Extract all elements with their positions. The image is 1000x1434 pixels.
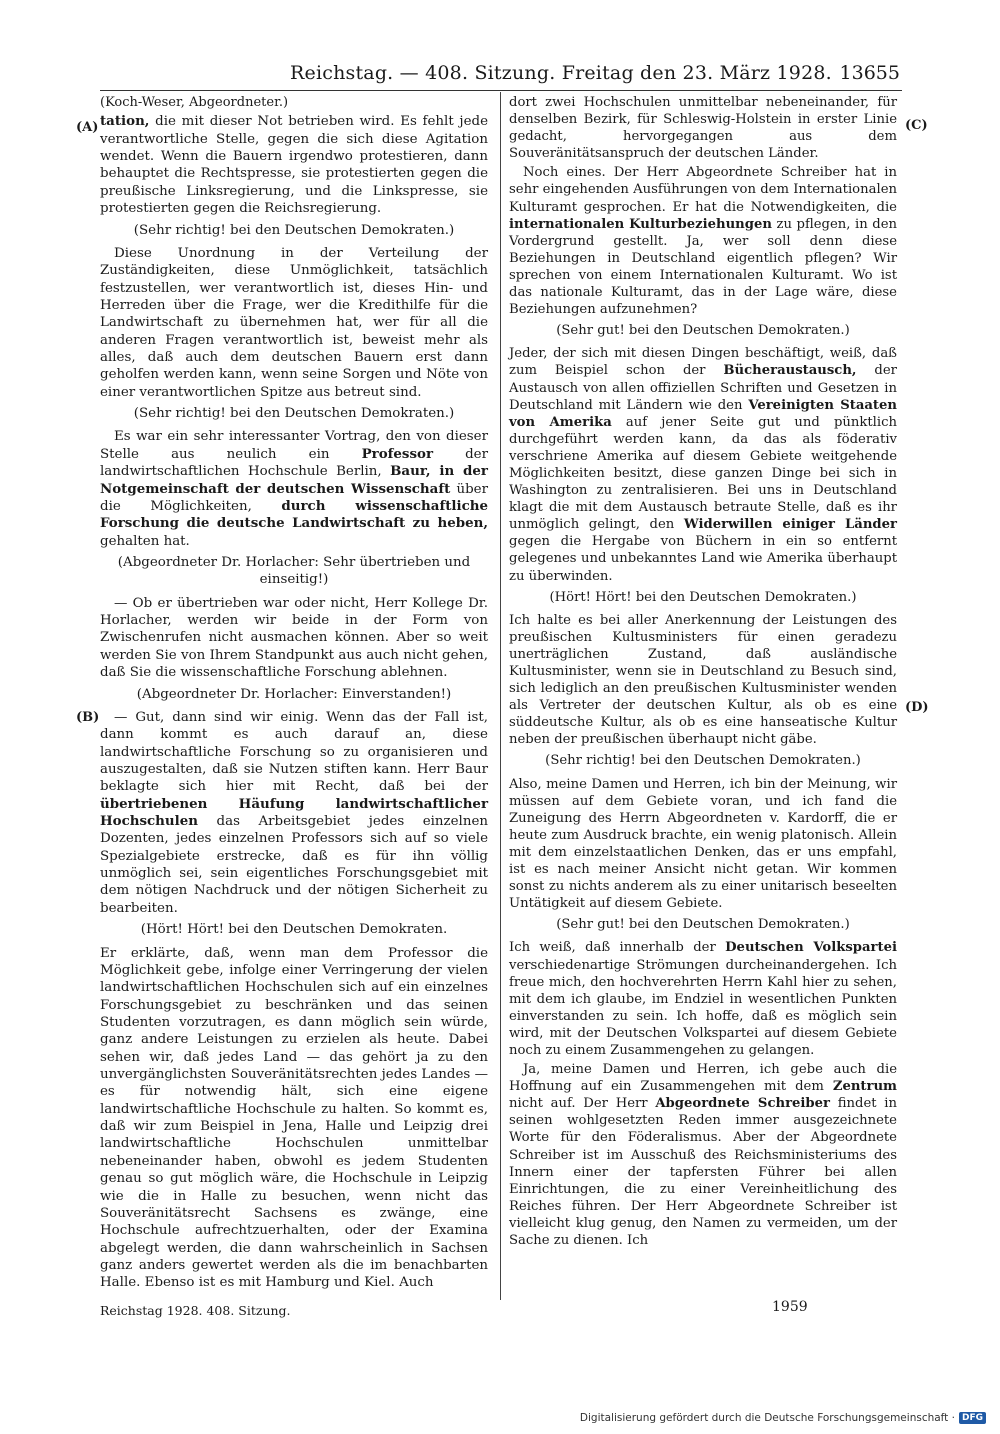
paragraph: — Ob er übertrieben war oder nicht, Herr Kollege Dr. Horlacher, werden wir beide in der Form von Zwischenrufen nicht ausmachen können. Aber so weit werden Sie von Ihrem Standpunkt aus auch nicht gehen, daß Sie die wissenschaftliche Forschung ablehnen. <box>100 595 488 681</box>
paragraph: Es war ein sehr interessanter Vortrag, den von dieser Stelle aus neulich ein Professor der landwirtschaftlichen Hochschule Berlin, Baur, in der Notgemeinschaft der deutschen Wissenschaft über die Möglichkeiten, durch wissenschaftliche Forschung die deutsche Landwirtschaft zu heben, gehalten hat. <box>100 429 489 549</box>
dfg-logo-icon: DFG <box>959 1412 986 1424</box>
paragraph: Jeder, der sich mit diesen Dingen beschäftigt, weiß, daß zum Beispiel schon der Bücheraustausch, der Austausch von allen offiziellen Schriften und Gesetzen in Deutschland mit Ländern wie den Vereinigten Staaten von Amerika auf jener Seite gut und pünktlich durchgeführt werden kann, da das als föderativ verschriene Amerika auf diesem Gebiete weitgehende Möglichkeiten besitzt, diese ganzen Dinge bei sich in Washington zu zentralisieren. Bei uns in Deutschland klagt die mit dem Austausch betraute Stelle, daß es ihr unmöglich gelingt, den Widerwillen einiger Länder gegen die Hergabe von Büchern in ein so entfernt gelegenes und unbekanntes Land wie Amerika überhaupt zu überwinden. <box>509 346 897 584</box>
right-column <box>509 94 897 1251</box>
footer-session: Reichstag 1928. 408. Sitzung. <box>100 1303 291 1318</box>
paragraph: Ja, meine Damen und Herren, ich gebe auch die Hoffnung auf ein Zusammengehen mit dem Zentrum nicht auf. Der Herr Abgeordnete Schreiber findet in seinen wohlgesetzten Reden immer ausgezeichnete Worte für den Föderalismus. Aber der Abgeordnete Schreiber ist im Ausschuß des Reichsministeriums des Innern einer der tapfersten Führer bei allen Einrichtungen, die zu einer Vereinheitlichung des Reiches führen. Der Herr Abgeordnete Schreiber ist vielleicht klug genug, den Namen zu vermeiden, um der Sache zu dienen. Ich <box>509 1062 897 1248</box>
paragraph: — Gut, dann sind wir einig. Wenn das der Fall ist, dann kommt es auch darauf an, diese landwirtschaftliche Forschung so zu organisieren und auszugestalten, daß sie Nutzen stiften kann. Herr Baur beklagte sich hier mit Recht, daß bei der übertriebenen Häufung landwirtschaftlicher Hochschulen das Arbeitsgebiet jedes einzelnen Dozenten, jedes einzelnen Professors sich auf so viele Spezialgebiete erstrecke, daß es für ihn völlig unmöglich sei, sein eigentliches Forschungsgebiet mit dem nötigen Nachdruck und der nötigen Sicherheit zu bearbeiten. <box>100 709 488 916</box>
page-number: 13655 <box>839 62 900 84</box>
dfg-credit <box>580 1412 986 1424</box>
header-rule <box>100 90 902 91</box>
paragraph: Er erklärte, daß, wenn man dem Professor die Möglichkeit gebe, infolge einer Verringerung der vielen landwirtschaftlichen Hochschulen sich auf ein einzelnes Forschungsgebiet zu beschränken und das seinen Studenten vorzutragen, es dann möglich sein würde, ganz andere Leistungen zu erzielen als heute. Dabei sehen wir, daß jedes Land — das gehört ja zu den unvergänglichsten Souveränitätsrechten jedes Landes — es für notwendig hält, sich eine eigene landwirtschaftliche Hochschule zu halten. So kommt es, daß wir zum Beispiel in Jena, Halle und Leipzig drei landwirtschaftliche Hochschulen unmittelbar nebeneinander haben, obwohl es jedem Studenten genau so gut möglich wäre, die Hochschule in Leipzig wie die in Halle zu besuchen, wenn nicht das Souveränitätsrecht Sachsens es zwänge, eine Hochschule aufrechtzuerhalten, oder der Examina abgelegt werden, die dann wahrscheinlich in Sachsen ganz anders gewertet werden als die im benachbarten Halle. Ebenso ist es mit Hamburg und Kiel. Auch <box>100 945 488 1291</box>
reaction: (Hört! Hört! bei den Deutschen Demokraten.) <box>549 589 857 605</box>
margin-marker-c: (C) <box>905 118 928 133</box>
reaction: (Sehr gut! bei den Deutschen Demokraten.) <box>556 323 850 339</box>
reaction: (Sehr gut! bei den Deutschen Demokraten.) <box>556 917 850 933</box>
paragraph: dort zwei Hochschulen unmittelbar nebeneinander, für denselben Bezirk, für Schleswig-Holstein in erster Linie gedacht, hervorgegangen aus dem Souveränitätsanspruch der deutschen Länder. <box>509 95 897 162</box>
reaction: (Abgeordneter Dr. Horlacher: Sehr übertrieben und einseitig!) <box>117 554 471 588</box>
running-title: Reichstag. — 408. Sitzung. Freitag den 23. März 1928. <box>290 62 832 84</box>
column-divider <box>500 92 501 1300</box>
reaction: (Sehr richtig! bei den Deutschen Demokraten.) <box>545 753 861 769</box>
footer-page-number: 1959 <box>772 1299 808 1315</box>
paragraph: Ich weiß, daß innerhalb der Deutschen Volkspartei verschiedenartige Strömungen durcheinandergehen. Ich freue mich, den hochverehrten Herrn Kahl hier zu sehen, mit dem ich glaube, im Endziel in wesentlichen Punkten einverstanden zu sein. Ich hoffe, daß es möglich sein wird, mit der Deutschen Volkspartei auf diesem Gebiete noch zu einem Zusammengehen zu gelangen. <box>509 940 897 1058</box>
dfg-credit-text: Digitalisierung gefördert durch die Deutsche Forschungsgemeinschaft · <box>579 1412 955 1424</box>
reaction: (Sehr richtig! bei den Deutschen Demokraten.) <box>133 222 455 238</box>
paragraph: Ich halte es bei aller Anerkennung der Leistungen des preußischen Kultusministers für einen geradezu unerträglichen Zustand, daß ausländische Kultusminister, wenn sie in Deutschland zu Besuch sind, sich lediglich an den preußischen Kultusminister wenden als Vertreter der deutschen Kultur, als ob es eine süddeutsche Kultur, als ob es eine hanseatische Kultur neben der preußischen überhaupt nicht gäbe. <box>509 612 897 748</box>
margin-marker-b: (B) <box>76 710 100 725</box>
reaction: (Abgeordneter Dr. Horlacher: Einverstanden!) <box>136 686 452 702</box>
left-column <box>100 94 488 1294</box>
paragraph: Also, meine Damen und Herren, ich bin der Meinung, wir müssen auf dem Gebiete voran, und ich fand die Zuneigung des Herrn Abgeordneten v. Kardorff, die er heute zum Ausdruck brachte, ein wenig platonisch. Allein mit dem einzelstaatlichen Denken, das er uns empfahl, ist es nach meiner Ansicht nicht getan. Wir kommen sonst zu nichts anderem als zu einer unitarisch beseelten Untätigkeit auf diesem Gebiete. <box>509 776 897 912</box>
paragraph: Diese Unordnung in der Verteilung der Zuständigkeiten, diese Unmöglichkeit, tatsächlich festzustellen, wer verantwortlich ist, dieses Hin- und Herreden über die Frage, wer die Kredithilfe für die Landwirtschaft zu übernehmen hat, wer für all die anderen Fragen verantwortlich ist, beweist mehr als alles, daß auch dem deutschen Bauern erst dann geholfen werden kann, wenn seine Sorgen und Nöte von einer verantwortlichen Spitze aus betreut sind. <box>100 245 488 400</box>
paragraph: Noch eines. Der Herr Abgeordnete Schreiber hat in sehr eingehenden Ausführungen von dem Internationalen Kulturamt gesprochen. Er hat die Notwendigkeiten, die internationalen Kulturbeziehungen zu pflegen, in den Vordergrund gestellt. Ja, wer soll denn diese Beziehungen in Deutschland eigentlich pflegen? Wir sprechen von einem Internationalen Kulturamt. Wo ist das nationale Kulturamt, das in der Lage wäre, diese Beziehungen aufzunehmen? <box>509 165 897 318</box>
reaction: (Hört! Hört! bei den Deutschen Demokraten. <box>140 922 448 938</box>
reaction: (Sehr richtig! bei den Deutschen Demokraten.) <box>133 406 455 422</box>
paragraph: tation, die mit dieser Not betrieben wird. Es fehlt jede verantwortliche Stelle, gegen die sich diese Agitation wendet. Wenn die Bauern irgendwo protestieren, dann behauptet die Rechtspresse, sie protestierten gegen die preußische Linksregierung, und die Linkspresse, sie protestierten gegen die Reichsregierung. <box>100 113 488 217</box>
page-header <box>100 62 900 90</box>
margin-marker-d: (D) <box>905 700 929 715</box>
margin-marker-a: (A) <box>76 120 99 135</box>
speaker-label: (Koch-Weser, Abgeordneter.) <box>100 95 289 110</box>
